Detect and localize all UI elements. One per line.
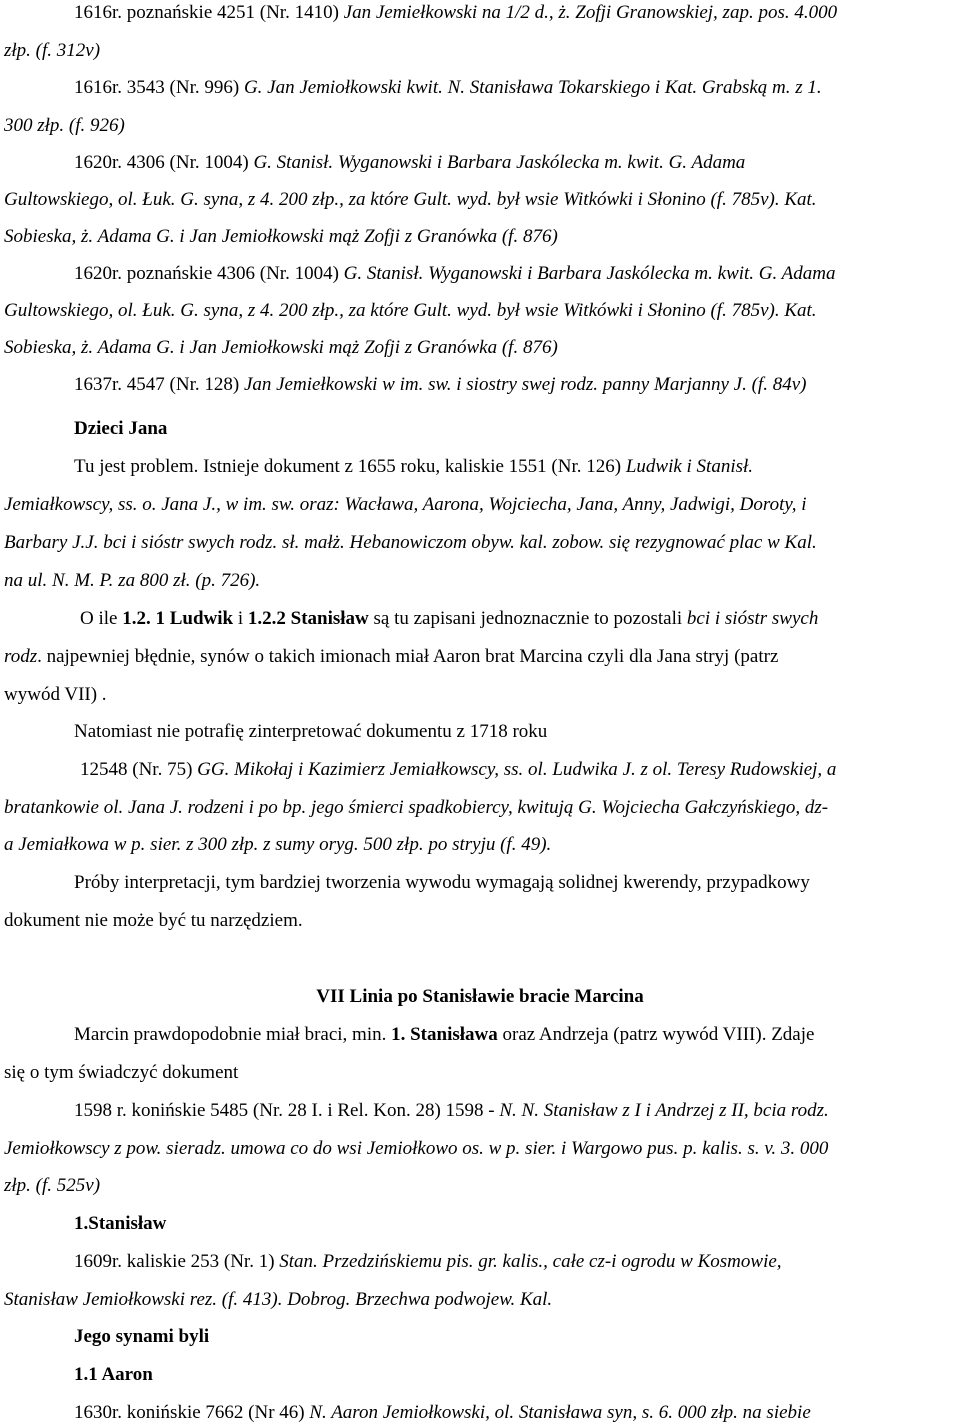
text-segment: . najpewniej błędnie, synów o takich imionach miał Aaron brat Marcina czyli dla Jana stryj (patrz [37,646,779,667]
text-segment: Ludwik i Stanisł. [625,456,754,477]
text-segment: G. Jan Jemiołkowski kwit. N. Stanisława Tokarskiego i Kat. Grabską m. z 1. [243,77,822,98]
text-line [4,834,551,856]
text-line [74,872,810,894]
text-segment: N. N. Stanisław z I i Andrzej z II, bcia rodz. [499,1100,829,1121]
text-line [4,684,107,706]
text-line [4,1138,828,1160]
text-segment: Jemiałkowscy, ss. o. Jana J., w im. sw. oraz: Wacława, Aarona, Wojciecha, Jana, Anny, Jadwigi, Doroty, i [4,494,807,515]
text-segment: 1.Stanisław [74,1213,167,1234]
text-segment: 300 złp. (f. 926) [4,115,125,136]
text-segment: Barbary J.J. bci i sióstr swych rodz. sł. małż. Hebanowiczom obyw. kal. zobow. się rezygnować plac w Kal. [4,532,817,553]
text-segment: są tu zapisani jednoznacznie to pozostali [368,608,687,629]
text-line [74,77,822,99]
text-line [74,1251,782,1273]
text-line [74,374,806,396]
text-line [4,337,558,359]
text-segment: Marcin prawdopodobnie miał braci, min. [74,1024,392,1045]
text-segment: bratankowie ol. Jana J. rodzeni i po bp. jego śmierci spadkobiercy, kwitują G. Wojciecha Gałczyńskiego, dz- [4,797,829,818]
text-segment: Jan Jemiełkowski w im. sw. i siostry swej rodz. panny Marjanny J. (f. 84v) [243,374,807,395]
text-segment: N. Aaron Jemiołkowski, ol. Stanisława syn, s. 6. 000 złp. na siebie [309,1402,811,1423]
text-segment: 1620r. poznańskie 4306 (Nr. 1004) [74,263,344,284]
text-segment: Stanisław Jemiołkowski rez. (f. 413). Dobrog. Brzechwa podwojew. Kal. [4,1289,553,1310]
text-segment: 1637r. 4547 (Nr. 128) [74,374,244,395]
text-segment: dokument nie może być tu narzędziem. [4,910,303,931]
text-segment: 1. Stanisława [391,1024,498,1045]
text-segment: wywód VII) . [4,684,107,705]
text-segment: i [233,608,248,629]
text-segment: Gultowskiego, ol. Łuk. G. syna, z 4. 200 złp., za które Gult. wyd. był wsie Witkówki i Słonino (f. 785v). Kat. [4,189,817,210]
text-line [74,2,837,24]
text-line [4,570,260,592]
text-line [74,1024,814,1046]
text-segment: 1.2.2 Stanisław [247,608,369,629]
text-segment: Stan. Przedzińskiemu pis. gr. kalis., całe cz-i ogrodu w Kosmowie, [279,1251,782,1272]
text-segment: bci i sióstr swych [686,608,819,629]
text-segment: Gultowskiego, ol. Łuk. G. syna, z 4. 200 złp., za które Gult. wyd. był wsie Witkówki i Słonino (f. 785v). Kat. [4,300,817,321]
text-line [80,759,836,781]
text-line [4,797,828,819]
text-segment: Dzieci Jana [74,418,168,439]
text-line [4,532,817,554]
text-segment: Jan Jemiełkowski na 1/2 d., ż. Zofji Granowskiej, zap. pos. 4.000 [343,2,838,23]
text-segment: na ul. N. M. P. za 800 zł. (p. 726). [4,570,261,591]
text-line [74,1213,166,1235]
text-segment: oraz Andrzeja (patrz wywód VIII). Zdaje [497,1024,815,1045]
text-line [4,226,558,248]
text-segment: 1598 r. konińskie 5485 (Nr. 28 I. i Rel. Kon. 28) 1598 - [74,1100,500,1121]
text-segment: Próby interpretacji, tym bardziej tworzenia wywodu wymagają solidnej kwerendy, przypadkowy [74,872,810,893]
text-segment: rodz [4,646,38,667]
text-line [4,910,303,932]
text-segment: G. Stanisł. Wyganowski i Barbara Jaskólecka m. kwit. G. Adama [253,152,746,173]
text-line [4,189,817,211]
text-segment: GG. Mikołaj i Kazimierz Jemiałkowscy, ss. ol. Ludwika J. z ol. Teresy Rudowskiej, a [197,759,837,780]
text-line [4,40,100,62]
text-segment: 1630r. konińskie 7662 (Nr 46) [74,1402,310,1423]
text-line [4,1289,552,1311]
text-segment: Jego synami byli [74,1326,210,1347]
text-segment: 1.2. 1 Ludwik [122,608,234,629]
text-line [4,300,817,322]
text-line [74,1364,153,1386]
text-segment: złp. (f. 525v) [4,1175,101,1196]
text-segment: Sobieska, ż. Adama G. i Jan Jemiołkowski mąż Zofji z Granówka (f. 876) [4,226,558,247]
text-segment: 12548 (Nr. 75) [80,759,198,780]
text-line [74,263,836,285]
text-segment: 1616r. 3543 (Nr. 996) [74,77,244,98]
text-line [74,456,753,478]
text-line [74,721,547,743]
text-segment: Tu jest problem. Istnieje dokument z 1655 roku, kaliskie 1551 (Nr. 126) [74,456,626,477]
text-segment: Jemiołkowscy z pow. sieradz. umowa co do wsi Jemiołkowo os. w p. sier. i Wargowo pus. p. kalis. s. v. 3. 000 [4,1138,829,1159]
text-line [0,986,960,1008]
text-line [4,1062,238,1084]
text-line [74,1402,811,1424]
text-line [4,115,125,137]
text-segment: 1616r. poznańskie 4251 (Nr. 1410) [74,2,344,23]
text-line [74,1100,829,1122]
text-segment: Natomiast nie potrafię zinterpretować dokumentu z 1718 roku [74,721,548,742]
text-segment: O ile [80,608,123,629]
text-segment: G. Stanisł. Wyganowski i Barbara Jaskólecka m. kwit. G. Adama [343,263,836,284]
text-segment: VII Linia po Stanisławie bracie Marcina [316,986,644,1007]
text-line [74,1326,209,1348]
text-line [4,494,807,516]
text-line [4,646,778,668]
text-segment: się o tym świadczyć dokument [4,1062,239,1083]
text-segment: 1.1 Aaron [74,1364,153,1385]
text-segment: a Jemiałkowa w p. sier. z 300 złp. z sumy oryg. 500 złp. po stryju (f. 49). [4,834,552,855]
text-line [74,152,745,174]
text-segment: 1609r. kaliskie 253 (Nr. 1) [74,1251,280,1272]
text-line [74,418,167,440]
text-segment: Sobieska, ż. Adama G. i Jan Jemiołkowski mąż Zofji z Granówka (f. 876) [4,337,558,358]
text-segment: złp. (f. 312v) [4,40,101,61]
text-segment: 1620r. 4306 (Nr. 1004) [74,152,254,173]
text-line [80,608,818,630]
text-line [4,1175,100,1197]
